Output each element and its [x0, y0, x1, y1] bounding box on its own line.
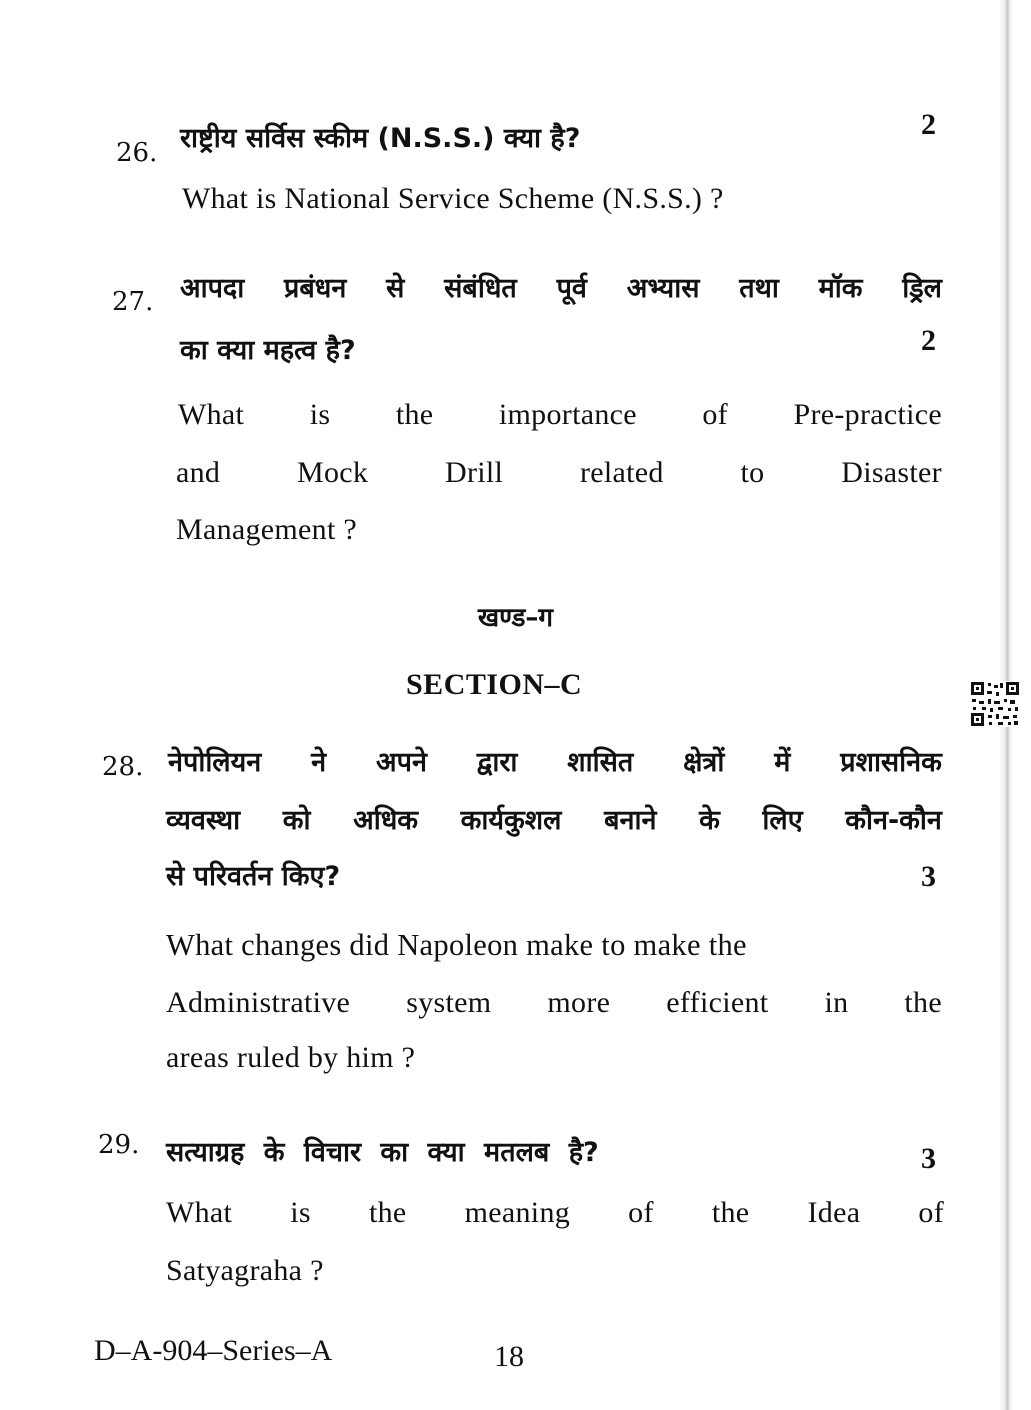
question-27-hindi-line-1: [180, 268, 942, 305]
word: What: [178, 398, 245, 431]
word: Pre-practice: [793, 398, 942, 431]
word: क्षेत्रों: [683, 747, 725, 778]
footer-paper-code: D–A-904–Series–A: [94, 1334, 333, 1367]
question-28-hindi-line-1: [168, 742, 942, 779]
word: मॉक: [818, 273, 863, 304]
word: ने: [311, 747, 327, 778]
word: आपदा: [180, 273, 245, 304]
word: प्रबंधन: [284, 273, 347, 304]
question-26-marks: 2: [921, 108, 936, 141]
word: in: [824, 986, 849, 1019]
word: meaning: [464, 1196, 571, 1229]
word: Administrative: [166, 986, 351, 1019]
word: of: [628, 1196, 654, 1229]
word: is: [309, 398, 331, 431]
word: the: [904, 986, 942, 1019]
word: बनाने: [604, 805, 657, 836]
question-29-number: 29.: [98, 1130, 140, 1160]
word: the: [711, 1196, 750, 1229]
word: अभ्यास: [626, 273, 700, 304]
word: में: [774, 747, 791, 778]
question-29-hindi: सत्याग्रह के विचार का क्या मतलब है?: [166, 1137, 599, 1168]
word: the: [368, 1196, 407, 1229]
question-27-marks: 2: [921, 324, 936, 357]
word: से: [386, 273, 405, 304]
question-27-number: 27.: [112, 287, 154, 317]
section-heading-hindi: खण्ड–ग: [477, 603, 554, 633]
word: of: [918, 1196, 944, 1229]
word: What: [166, 1196, 233, 1229]
question-29-english-line-1: [166, 1196, 944, 1230]
word: तथा: [739, 273, 779, 304]
word: नेपोलियन: [168, 747, 262, 778]
word: के: [699, 805, 720, 836]
word: Idea: [807, 1196, 861, 1229]
word: is: [290, 1196, 311, 1229]
word: कौन-कौन: [845, 805, 942, 836]
question-28-marks: 3: [921, 860, 936, 893]
word: पूर्व: [556, 273, 587, 304]
word: more: [547, 986, 611, 1019]
question-28-english-line-3: areas ruled by him ?: [166, 1041, 416, 1074]
footer-page-number: 18: [494, 1340, 524, 1373]
word: शासित: [567, 747, 634, 778]
word: प्रशासनिक: [840, 747, 942, 778]
question-27-english-line-1: [178, 398, 942, 432]
qr-code-icon: [970, 681, 1020, 727]
question-28-english-line-2: [166, 986, 942, 1020]
word: अपने: [375, 747, 427, 778]
word: to: [740, 456, 765, 489]
word: Disaster: [841, 456, 942, 489]
question-29-english-line-2: Satyagraha ?: [166, 1254, 324, 1287]
word: संबंधित: [444, 273, 517, 304]
word: ड्रिल: [902, 273, 942, 304]
question-28-hindi-line-3: से परिवर्तन किए?: [166, 861, 341, 892]
question-28-number: 28.: [102, 752, 144, 782]
question-28-english-line-1: What changes did Napoleon make to make the: [166, 928, 747, 962]
word: related: [579, 456, 664, 489]
word: the: [395, 398, 434, 431]
word: importance: [498, 398, 637, 431]
word: अधिक: [353, 805, 419, 836]
section-heading-english: SECTION–C: [406, 668, 583, 701]
question-26-number: 26.: [116, 138, 158, 168]
word: efficient: [666, 986, 769, 1019]
word: लिए: [762, 805, 803, 836]
word: कार्यकुशल: [460, 805, 562, 836]
word: Mock: [297, 456, 369, 489]
word: व्यवस्था: [166, 805, 241, 836]
word: को: [282, 805, 311, 836]
word: of: [702, 398, 728, 431]
question-27-hindi-line-2: का क्या महत्व है?: [180, 335, 356, 366]
question-26-english: What is National Service Scheme (N.S.S.) ?: [182, 182, 724, 215]
question-26-hindi: राष्ट्रीय सर्विस स्कीम (N.S.S.) क्या है?: [180, 123, 581, 154]
word: द्वारा: [476, 747, 518, 778]
question-27-english-line-2: [176, 456, 942, 490]
question-27-english-line-3: Management ?: [176, 513, 358, 546]
question-29-marks: 3: [921, 1142, 936, 1175]
word: and: [176, 456, 221, 489]
word: system: [406, 986, 492, 1019]
word: Drill: [445, 456, 504, 489]
question-28-hindi-line-2: [166, 800, 942, 837]
